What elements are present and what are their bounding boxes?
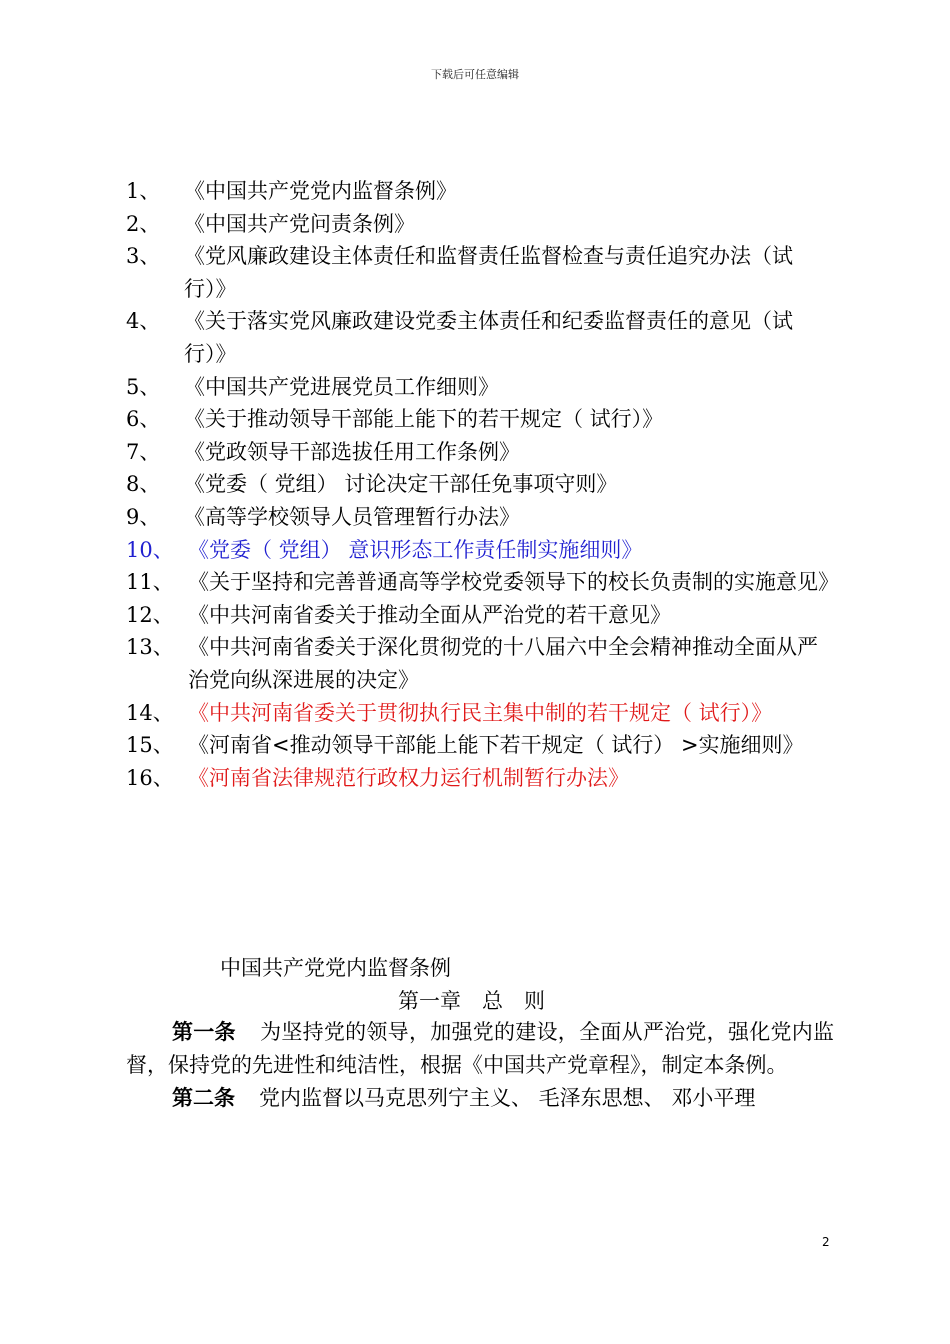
item-text: 《党委（ 党组） 意识形态工作责任制实施细则》 [188, 537, 643, 562]
article-paragraph [126, 1016, 834, 1082]
item-number: 11、 [126, 570, 174, 595]
list-item [126, 534, 834, 567]
item-number: 1、 [126, 179, 161, 203]
item-number: 3、 [126, 244, 161, 269]
list-item [126, 762, 834, 795]
list-item [126, 208, 834, 241]
item-text: 《党风廉政建设主体责任和监督责任监督检查与责任追究办法（试行）》 [184, 244, 793, 301]
list-item [126, 305, 834, 370]
article-body [126, 1016, 834, 1115]
article-text: 党内监督以马克思列宁主义、 毛泽东思想、 邓小平理 [259, 1086, 756, 1110]
item-number: 2、 [126, 211, 161, 236]
list-item [126, 697, 834, 730]
item-number: 7、 [126, 439, 161, 464]
document-title: 中国共产党党内监督条例 [220, 956, 451, 980]
item-number: 9、 [126, 504, 161, 529]
list-item [126, 403, 834, 436]
item-text: 《河南省<推动领导干部能上能下若干规定（ 试行） >实施细则》 [188, 733, 804, 758]
item-text: 《关于坚持和完善普通高等学校党委领导下的校长负责制的实施意见》 [188, 570, 839, 595]
item-number: 6、 [126, 407, 161, 432]
list-item [126, 240, 834, 305]
item-number: 12、 [126, 602, 174, 627]
item-text: 《高等学校领导人员管理暂行办法》 [184, 504, 520, 529]
list-item [126, 175, 834, 208]
list-item [126, 729, 834, 762]
regulation-list [126, 175, 839, 794]
item-text: 《中国共产党进展党员工作细则》 [184, 374, 499, 399]
item-text: 《中共河南省委关于贯彻执行民主集中制的若干规定（ 试行）》 [188, 700, 773, 725]
item-text: 《党委（ 党组） 讨论决定干部任免事项守则》 [184, 472, 618, 497]
item-text: 《中共河南省委关于深化贯彻党的十八届六中全会精神推动全面从严治党向纵深进展的决定》 [188, 635, 818, 692]
item-text: 《关于推动领导干部能上能下的若干规定（ 试行）》 [184, 407, 664, 432]
item-text: 《河南省法律规范行政权力运行机制暂行办法》 [188, 765, 629, 790]
item-number: 16、 [126, 765, 174, 790]
item-text: 《中共河南省委关于推动全面从严治党的若干意见》 [188, 602, 671, 627]
article-paragraph [126, 1082, 834, 1115]
list-item [126, 566, 839, 599]
item-number: 10、 [126, 537, 174, 562]
item-text: 《党政领导干部选拔任用工作条例》 [184, 439, 520, 464]
list-item [126, 436, 834, 469]
list-item [126, 468, 834, 501]
page-header: 下载后可任意编辑 [431, 68, 519, 81]
chapter-heading: 第一章 总 则 [398, 989, 545, 1013]
item-number: 5、 [126, 374, 161, 399]
list-item [126, 371, 834, 404]
list-item [126, 631, 834, 696]
list-item [126, 501, 834, 534]
article-label: 第一条 [172, 1020, 236, 1044]
item-number: 15、 [126, 733, 174, 758]
page-number: 2 [822, 1235, 830, 1249]
item-text: 《关于落实党风廉政建设党委主体责任和纪委监督责任的意见（试行）》 [184, 309, 793, 366]
item-text: 《中国共产党问责条例》 [184, 211, 415, 236]
article-label: 第二条 [172, 1086, 235, 1110]
item-number: 14、 [126, 700, 174, 725]
item-number: 13、 [126, 635, 174, 660]
item-number: 8、 [126, 472, 161, 497]
item-text: 《中国共产党党内监督条例》 [184, 179, 457, 203]
item-number: 4、 [126, 309, 161, 334]
article-text: 为坚持党的领导，加强党的建设，全面从严治党，强化党内监督，保持党的先进性和纯洁性，根据《中国共产党章程》，制定本条例。 [126, 1020, 835, 1077]
list-item [126, 599, 834, 632]
